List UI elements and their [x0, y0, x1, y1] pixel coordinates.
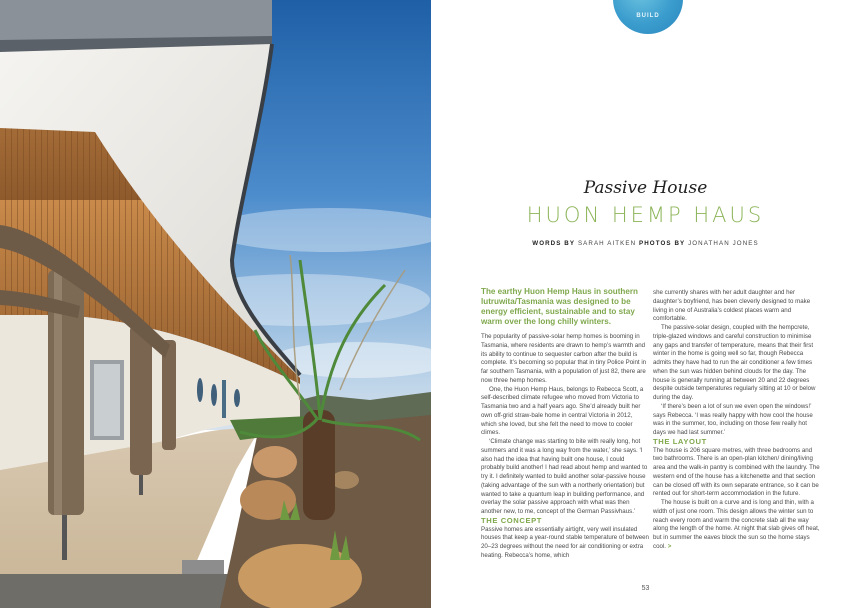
page-number: 53: [641, 585, 650, 592]
body-paragraph: she currently shares with her adult daughter and her daughter’s boyfriend, has been cleverly designed to make living in one of Australia’s coldest places warm and comfortable.: [653, 289, 811, 323]
body-paragraph-text: The house is built on a curve and is long and thin, with a width of just one room. This design allows the winter sun to reach every room and warm the concrete slab all the way along the length of the home. At night that slab gives off heat, but in summer the eaves block the sun so the home stays cool.: [653, 499, 820, 550]
continue-arrow-icon: >: [667, 542, 672, 550]
article-page: [431, 0, 860, 608]
left-column: [481, 287, 649, 561]
body-paragraph: The passive-solar design, coupled with the hempcrete, triple-glazed windows and careful construction to minimise any gaps and transfer of temperature, means that their first winter in the home is going well so far, though Rebecca admits they have had to run the air conditioner a few times when the sun was hidden behind clouds for the day. The house is generally running at between 20 and 22 degrees despite outside temperatures regularly sitting at 10 or below during the day.: [653, 324, 816, 401]
body-paragraph: ‘If there’s been a lot of sun we even open the windows!’ says Rebecca. ‘I was really happy with how cool the house was in the summer, too, including on those few really hot days we had last summer.’: [653, 402, 813, 436]
right-column: [653, 289, 821, 552]
article-title: HUON HEMP HAUS: [526, 203, 765, 227]
photos-label: PHOTOS BY: [639, 240, 686, 247]
body-paragraph: [653, 499, 821, 552]
body-paragraph: The popularity of passive-solar hemp homes is booming in Tasmania, where residents are drawn to hemp’s warmth and its ability to continue to sequester carbon after the build is complete. It’s becoming so popular that in tiny Police Point in far southern Tasmania, with a population of just 82, there are now three hemp homes.: [481, 333, 647, 384]
section-badge: [613, 0, 683, 34]
body-paragraph: ‘Climate change was starting to bite with really long, hot summers and it was a long way from the water,’ she says. ‘I also had the idea that having built one house, I could probably build another! I had read about hemp and wanted to try it. I definitely wanted to build another solar-passive house (taking advantage of the sun with a northerly orientation) but wanted to take a quantum leap in building performance, and overlay the solar passive approach with what was then another new, to me, concept of the German Passivhaus.’: [481, 438, 648, 515]
byline: [431, 240, 860, 247]
author-name: SARAH AITKEN: [577, 240, 637, 247]
body-paragraph: Passive homes are essentially airtight, very well insulated houses that keep a year-round stable temperature of between 20–23 degrees without the need for air conditioning or extra heating. Rebecca’s home, which: [481, 525, 649, 559]
article-kicker: Passive House: [583, 178, 708, 198]
lead-paragraph: The earthy Huon Hemp Haus in southern lutruwita/Tasmania was designed to be energy efficient, sustainable and to stay warm over the long chilly winters.: [481, 287, 638, 326]
photographer-name: JONATHAN JONES: [688, 240, 759, 247]
section-heading-concept: THE CONCEPT: [481, 515, 543, 525]
body-paragraph: The house is 206 square metres, with three bedrooms and two bathrooms. There is an open-plan kitchen/ dining/living area and the walk-in pantry is combined with the laundry. The western end of the house has a kitchenette and that section can be closed off with its own separate entrance, so it can be rented out for short-term accommodation in the future.: [653, 446, 820, 498]
section-badge-label: BUILD: [636, 13, 660, 19]
words-label: WORDS BY: [532, 240, 576, 247]
section-heading-layout: THE LAYOUT: [653, 436, 707, 446]
body-paragraph: One, the Huon Hemp Haus, belongs to Rebecca Scott, a self-described climate refugee who moved from Victoria to Tasmania two and a half years ago. She’d already built her own off-grid straw-bale home in central Victoria in 2012, which she loved, but she felt the need to move to cooler climes.: [481, 385, 644, 437]
